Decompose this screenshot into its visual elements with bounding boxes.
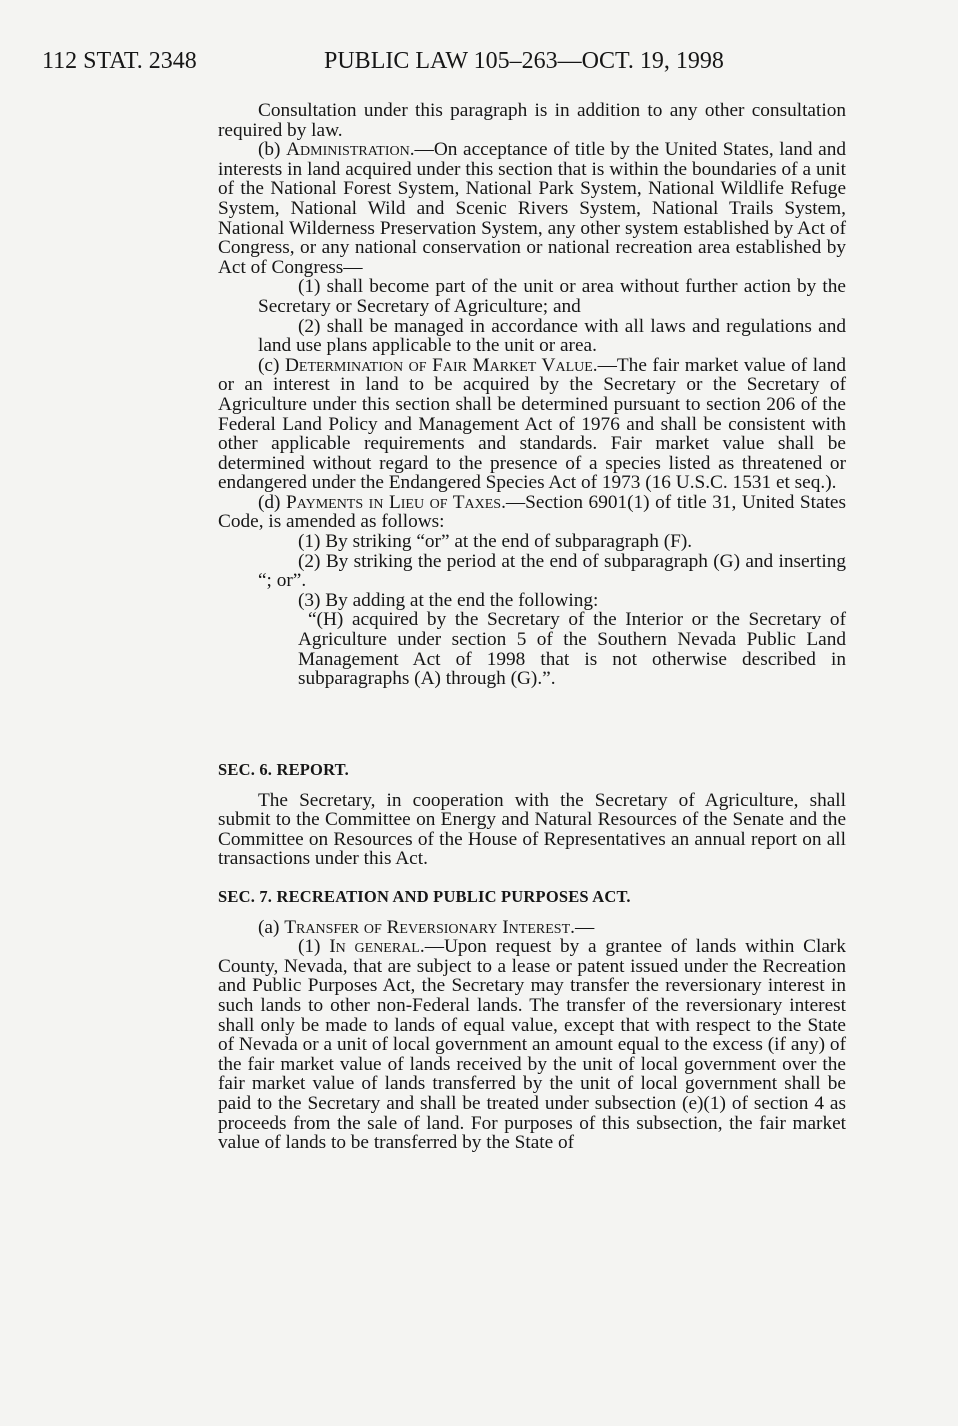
paragraph-consultation: Consultation under this paragraph is in addition to any other consultation required by law. xyxy=(218,100,846,141)
section-6-text: The Secretary, in cooperation with the Secretary of Agriculture, shall submit to the Committee on Energy and Natural Resources of the Senate and the Committee on Resources of the House of Representatives an annual report on all transactions under this Act. xyxy=(218,789,846,870)
subsection-b-heading: Administration xyxy=(286,139,410,161)
subsection-b: (b) Administration.—On acceptance of title by the United States, land and interests in land acquired under this section that is within the boundaries of a unit of the National Forest System, National Park System, National Wildlife Refuge System, National Wild and Scenic Rivers System, National Trails System, National Wilderness Preservation System, any other system established by Act of Congress, or any national conservation or national recreation area established by Act of Congress— xyxy=(218,139,846,278)
body-text xyxy=(218,101,846,689)
subsection-d-heading: Payments in Lieu of Taxes xyxy=(286,491,502,513)
paragraph-d1: (1) By striking “or” at the end of subparagraph (F). xyxy=(298,531,693,553)
body-text-lower xyxy=(218,760,846,1153)
section-6-heading: SEC. 6. REPORT. xyxy=(218,760,349,779)
quoted-subparagraph-h: “(H) acquired by the Secretary of the Interior or the Secretary of Agriculture under section 5 of the Southern Nevada Public Land Management Act of 1998 that is not otherwise described in subparagraphs (A) through (G).”. xyxy=(298,609,846,690)
paragraph-d2: (2) By striking the period at the end of subparagraph (G) and inserting “; or”. xyxy=(258,550,846,592)
paragraph-b1: (1) shall become part of the unit or area without further action by the Secretary or Secretary of Agriculture; and xyxy=(258,276,846,317)
section-7-heading: SEC. 7. RECREATION AND PUBLIC PURPOSES ACT. xyxy=(218,886,631,906)
subsection-d: (d) Payments in Lieu of Taxes.—Section 6901(1) of title 31, United States Code, is amended as follows: xyxy=(218,491,846,533)
subsection-7a: (a) Transfer of Reversionary Interest.— xyxy=(258,916,595,938)
subsection-c: (c) Determination of Fair Market Value.—The fair market value of land or an interest in land to be acquired by the Secretary or the Secretary of Agriculture under this section shall be determined pursuant to section 206 of the Federal Land Policy and Management Act of 1976 and shall be consistent with other applicable requirements and standards. Fair market value shall be determined without regard to the presence of a species listed as threatened or endangered under the Endangered Species Act of 1973 (16 U.S.C. 1531 et seq.). xyxy=(218,354,846,494)
subsection-c-heading: Determination of Fair Market Value xyxy=(284,354,593,376)
running-header xyxy=(42,48,724,75)
paragraph-d3: (3) By adding at the end the following: xyxy=(298,589,599,611)
paragraph-b2: (2) shall be managed in accordance with all laws and regulations and land use plans applicable to the unit or area. xyxy=(258,315,846,357)
statute-citation: 112 STAT. 2348 xyxy=(42,48,197,74)
paragraph-7a1-heading: In general xyxy=(329,936,420,958)
public-law-title: PUBLIC LAW 105–263—OCT. 19, 1998 xyxy=(324,48,724,74)
paragraph-7a1: (1) In general.—Upon request by a grantee of lands within Clark County, Nevada, that are subject to a lease or patent issued under the Recreation and Public Purposes Act, the Secretary may transfer the reversionary interest in such lands to other non-Federal lands. The transfer of the reversionary interest shall only be made to lands of equal value, except that with respect to the State of Nevada or a unit of local government an amount equal to the excess (if any) of the fair market value of lands received by the unit of local government over the fair market value of lands transferred by the unit of local government shall be paid to the Secretary and shall be treated under subsection (e)(1) of section 4 as proceeds from the sale of land. For purposes of this subsection, the fair market value of lands to be transferred by the State of xyxy=(218,936,846,1154)
subsection-7a-heading: Transfer of Reversionary Interest xyxy=(284,916,571,938)
